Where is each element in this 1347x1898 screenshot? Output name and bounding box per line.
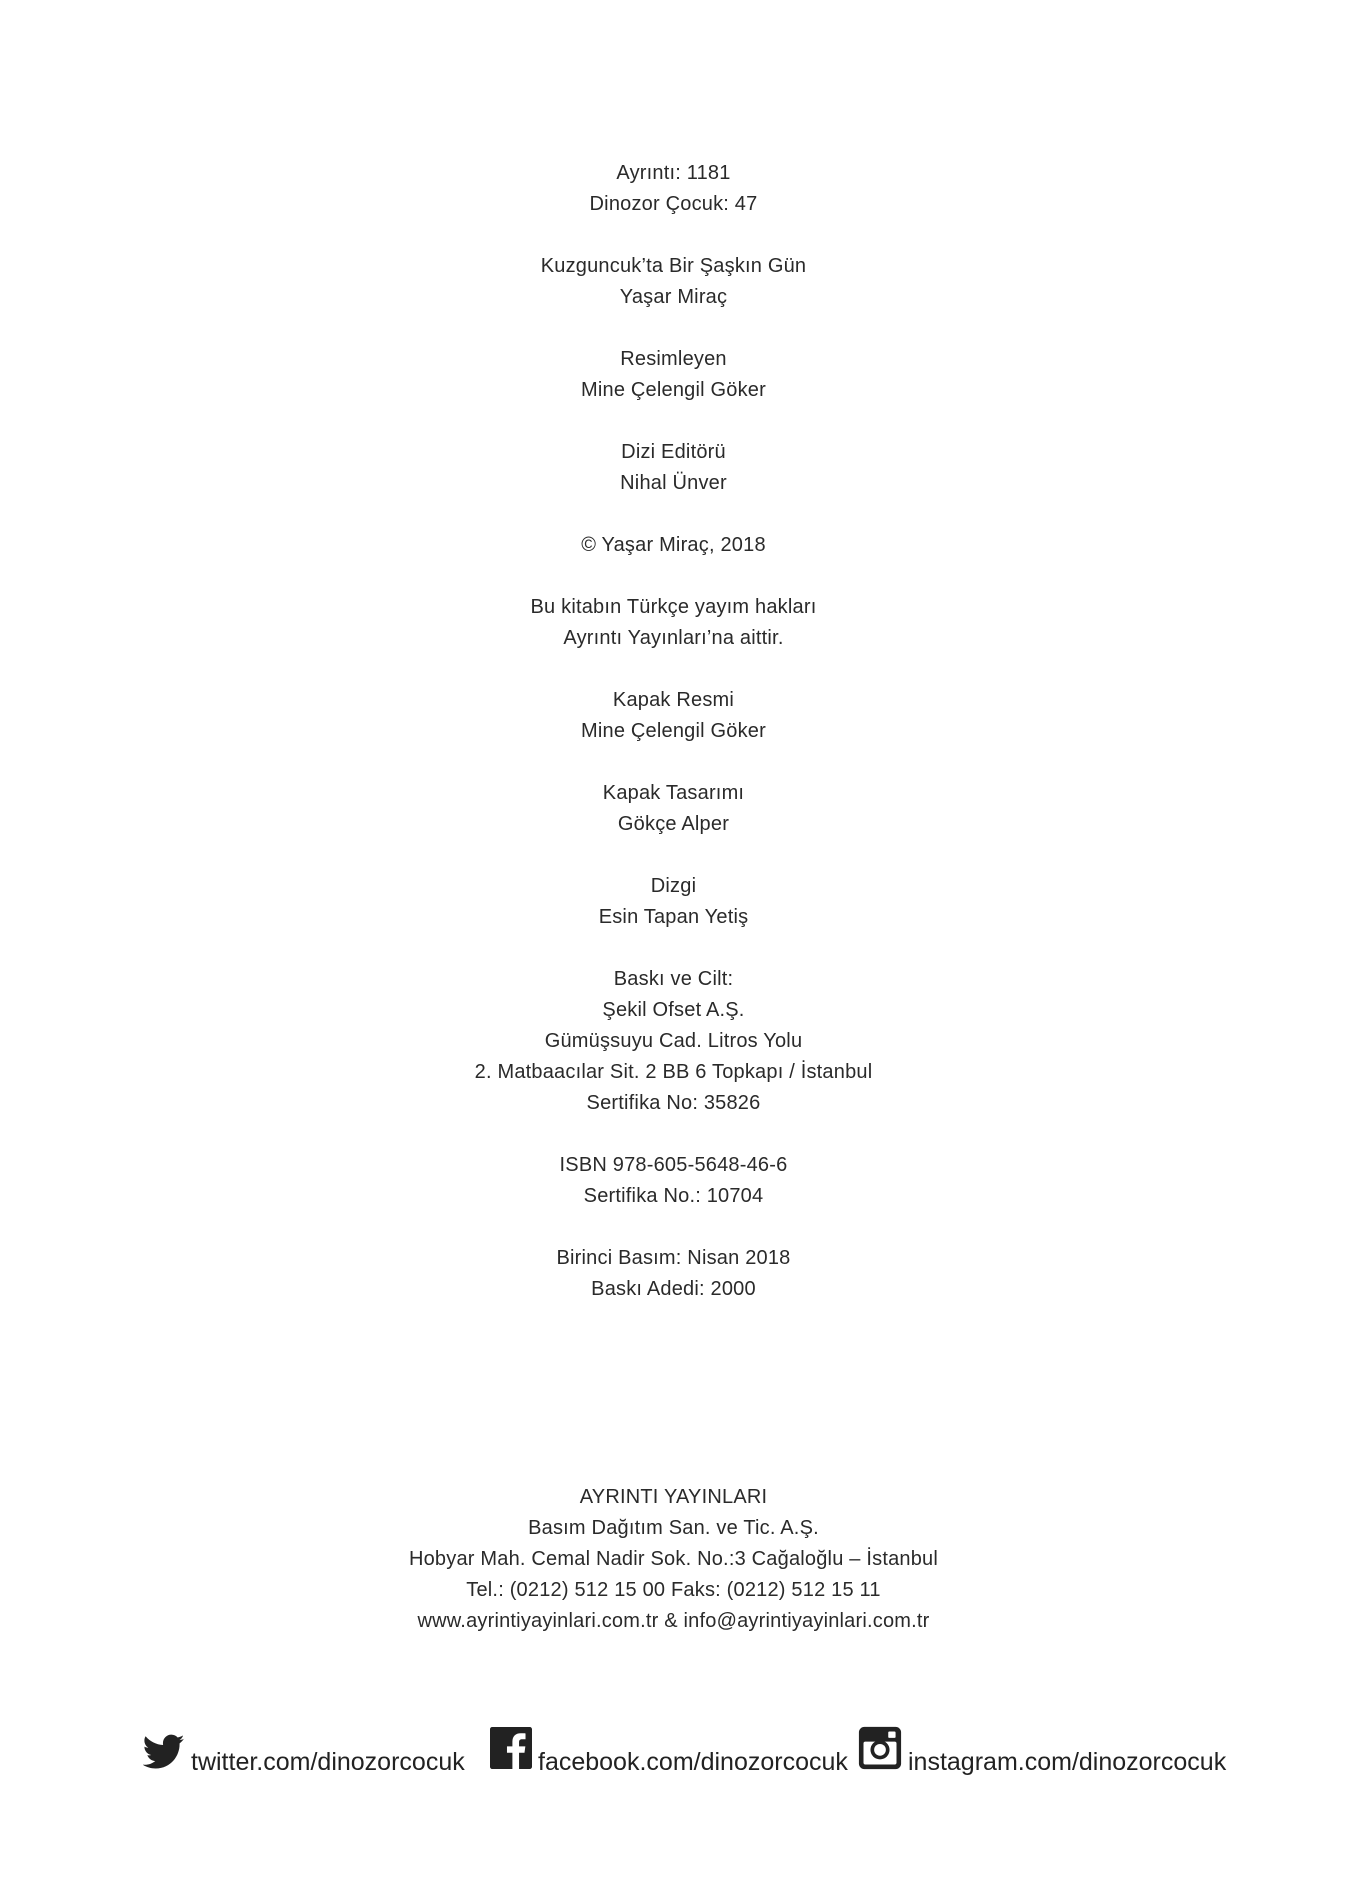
series-editor-block [0, 437, 1347, 499]
isbn-line: ISBN 978-605-5648-46-6 [559, 1154, 788, 1176]
edition-block [0, 1243, 1347, 1305]
printer-certificate: Sertifika No: 35826 [586, 1092, 761, 1114]
series-editor-name: Nihal Ünver [620, 472, 727, 494]
printer-address: Gümüşsuyu Cad. Litros Yolu [544, 1030, 803, 1052]
facebook-handle: facebook.com/dinozorcocuk [538, 1748, 848, 1776]
book-title: Kuzguncuk’ta Bir Şaşkın Gün [540, 255, 807, 277]
twitter-icon [143, 1734, 185, 1777]
rights-line: Bu kitabın Türkçe yayım hakları [530, 596, 817, 618]
rights-line: Ayrıntı Yayınları’na aittir. [563, 627, 784, 649]
publisher-info [0, 1482, 1347, 1637]
publisher-company: Basım Dağıtım San. ve Tic. A.Ş. [528, 1517, 819, 1539]
cover-art-label: Kapak Resmi [612, 689, 735, 711]
instagram-icon [858, 1726, 902, 1777]
publisher-name: AYRINTI YAYINLARI [579, 1486, 768, 1508]
copyright-line: © Yaşar Miraç, 2018 [581, 534, 766, 556]
printer-name: Şekil Ofset A.Ş. [602, 999, 745, 1021]
illustrator-block [0, 344, 1347, 406]
typesetting-name: Esin Tapan Yetiş [598, 906, 749, 928]
facebook-icon [490, 1726, 532, 1777]
publisher-certificate: Sertifika No.: 10704 [583, 1185, 764, 1207]
book-author: Yaşar Miraç [619, 286, 728, 308]
cover-design-block [0, 778, 1347, 840]
cover-art-block [0, 685, 1347, 747]
edition-date: Birinci Basım: Nisan 2018 [556, 1247, 791, 1269]
printing-block [0, 964, 1347, 1119]
illustrator-label: Resimleyen [620, 348, 727, 370]
series-editor-label: Dizi Editörü [621, 441, 726, 463]
cover-art-name: Mine Çelengil Göker [581, 720, 766, 742]
illustrator-name: Mine Çelengil Göker [581, 379, 766, 401]
series-line: Ayrıntı: 1181 [616, 162, 731, 184]
cover-design-name: Gökçe Alper [617, 813, 730, 835]
typesetting-block [0, 871, 1347, 933]
isbn-block [0, 1150, 1347, 1212]
colophon [0, 158, 1347, 1336]
social-facebook [490, 1725, 848, 1777]
twitter-handle: twitter.com/dinozorcocuk [191, 1748, 465, 1776]
cover-design-label: Kapak Tasarımı [602, 782, 745, 804]
publisher-address: Hobyar Mah. Cemal Nadir Sok. No.:3 Cağaloğlu – İstanbul [408, 1548, 939, 1570]
instagram-handle: instagram.com/dinozorcocuk [908, 1748, 1227, 1776]
social-instagram [858, 1725, 1226, 1777]
series-line: Dinozor Çocuk: 47 [589, 193, 758, 215]
rights-block [0, 592, 1347, 654]
publisher-phone: Tel.: (0212) 512 15 00 Faks: (0212) 512 15 11 [466, 1579, 881, 1601]
printer-address: 2. Matbaacılar Sit. 2 BB 6 Topkapı / İstanbul [474, 1061, 873, 1083]
social-twitter [143, 1725, 465, 1777]
print-run: Baskı Adedi: 2000 [591, 1278, 756, 1300]
book-block [0, 251, 1347, 313]
publisher-web: www.ayrintiyayinlari.com.tr & info@ayrintiyayinlari.com.tr [417, 1610, 930, 1632]
series-block [0, 158, 1347, 220]
copyright-block [0, 530, 1347, 561]
printing-label: Baskı ve Cilt: [613, 968, 734, 990]
typesetting-label: Dizgi [650, 875, 697, 897]
